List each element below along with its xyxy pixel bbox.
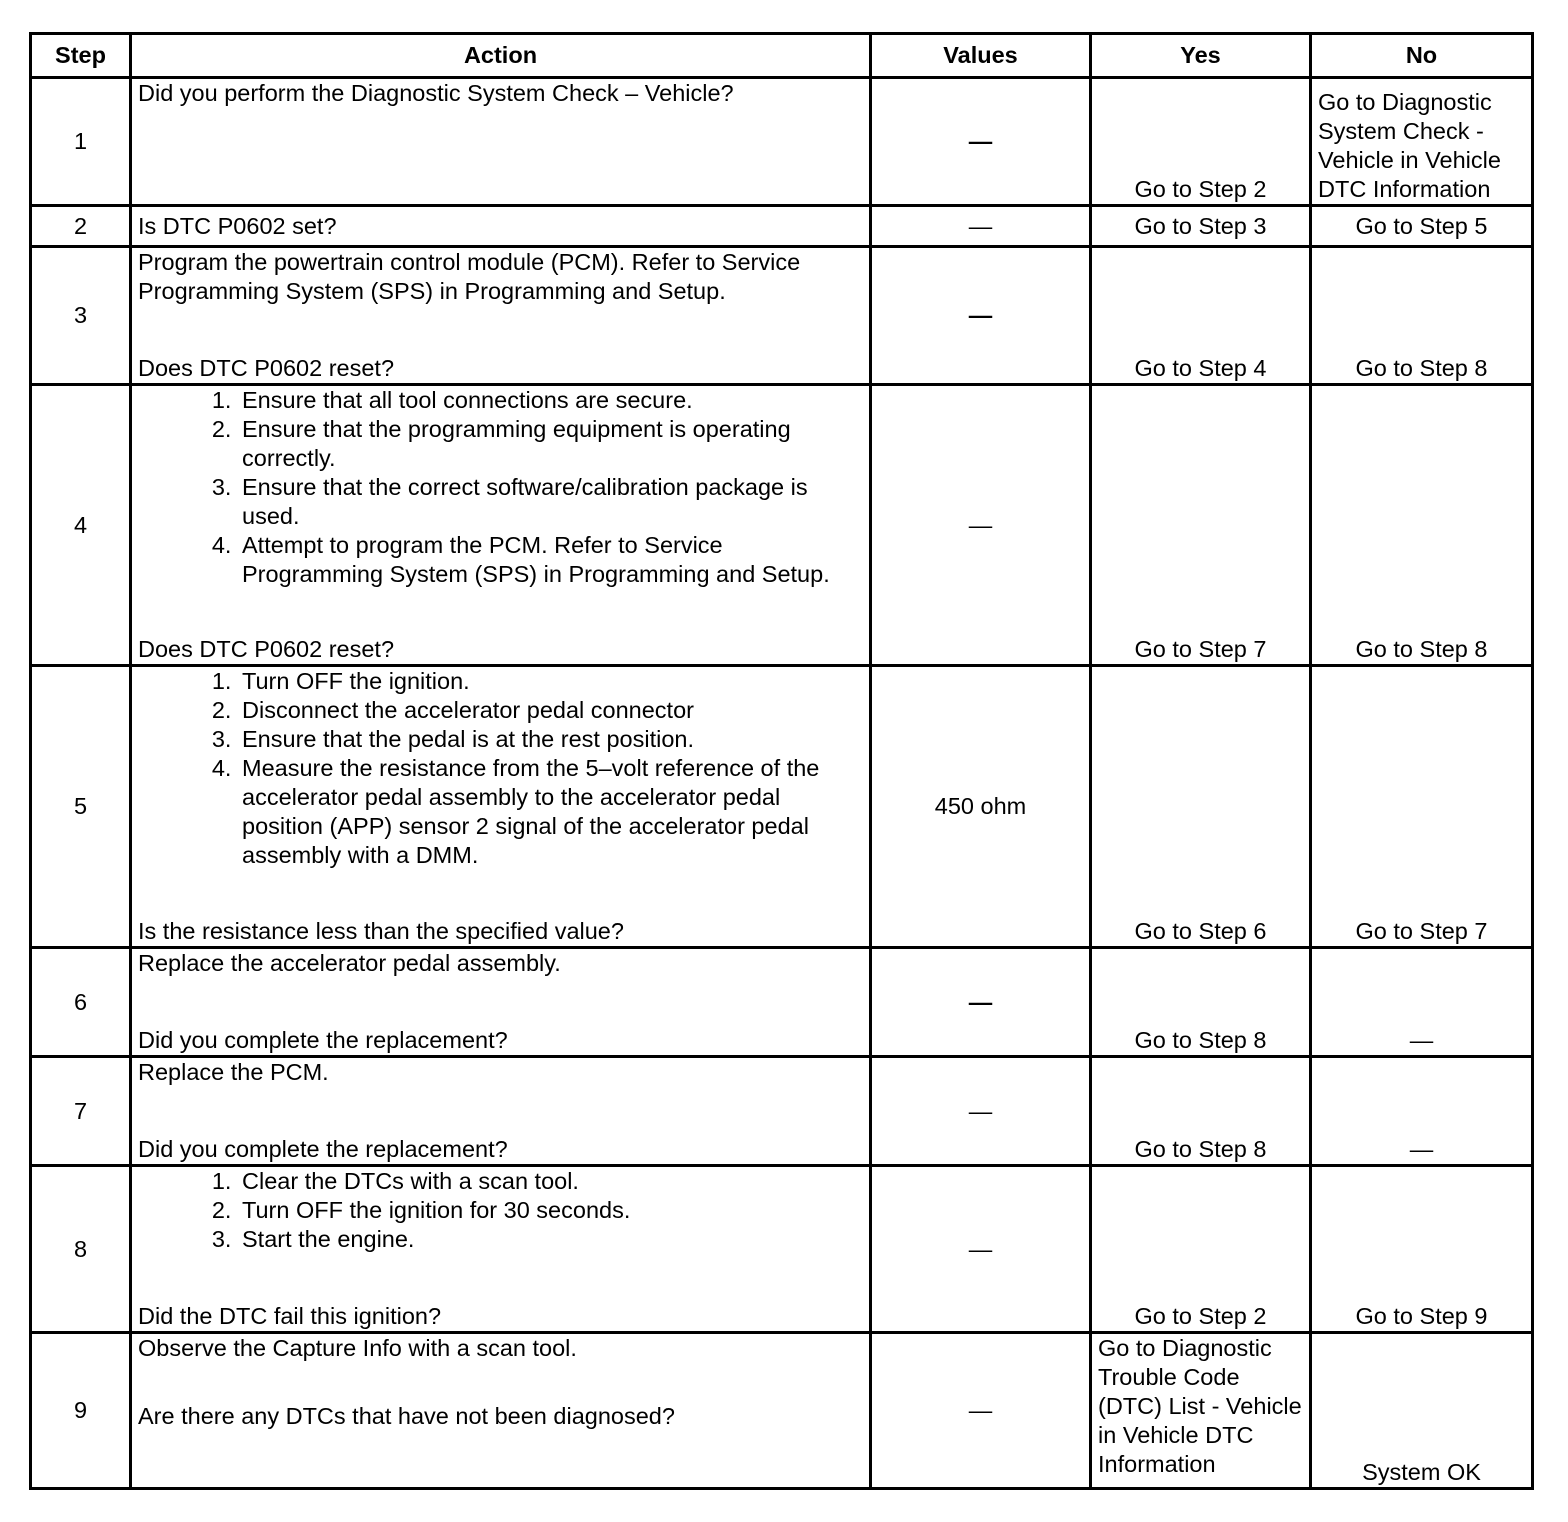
- action-intro: Program the powertrain control module (PCM). Refer to Service Programming System (SPS) in Programming and Setup.: [138, 249, 801, 304]
- step-number: 7: [31, 1057, 131, 1166]
- list-item: 1. Turn OFF the ignition.: [238, 667, 863, 696]
- list-item: 1. Clear the DTCs with a scan tool.: [238, 1167, 863, 1196]
- action-intro: Observe the Capture Info with a scan tool.: [138, 1335, 577, 1361]
- action-cell: [131, 1166, 871, 1333]
- action-question: Are there any DTCs that have not been diagnosed?: [138, 1403, 675, 1429]
- action-intro: Replace the PCM.: [138, 1059, 329, 1085]
- action-steps: [138, 386, 863, 589]
- values-cell: —: [871, 948, 1091, 1057]
- list-item: 1. Ensure that all tool connections are secure.: [238, 386, 863, 415]
- values-cell: —: [871, 385, 1091, 666]
- yes-cell: Go to Step 8: [1091, 948, 1311, 1057]
- yes-cell: Go to Diagnostic Trouble Code (DTC) List - Vehicle in Vehicle DTC Information: [1091, 1333, 1311, 1489]
- values-cell: 450 ohm: [871, 666, 1091, 948]
- values-cell: —: [871, 1057, 1091, 1166]
- values-cell: —: [871, 247, 1091, 385]
- no-cell: System OK: [1311, 1333, 1533, 1489]
- yes-cell: Go to Step 2: [1091, 1166, 1311, 1333]
- no-cell: Go to Step 9: [1311, 1166, 1533, 1333]
- list-item: 4. Measure the resistance from the 5–volt reference of the accelerator pedal assembly to the accelerator pedal position (APP) sensor 2 signal of the accelerator pedal assembly with a DMM.: [238, 754, 863, 870]
- values-cell: —: [871, 1166, 1091, 1333]
- no-cell: —: [1311, 948, 1533, 1057]
- yes-cell: Go to Step 7: [1091, 385, 1311, 666]
- list-item: 3. Ensure that the correct software/calibration package is used.: [238, 473, 863, 531]
- list-item: 2. Disconnect the accelerator pedal connector: [238, 696, 863, 725]
- yes-cell: Go to Step 8: [1091, 1057, 1311, 1166]
- action-question: Does DTC P0602 reset?: [138, 636, 395, 662]
- yes-cell: Go to Step 4: [1091, 247, 1311, 385]
- yes-cell: Go to Step 6: [1091, 666, 1311, 948]
- step-number: 3: [31, 247, 131, 385]
- step-number: 4: [31, 385, 131, 666]
- no-cell: Go to Step 8: [1311, 385, 1533, 666]
- list-item: 3. Ensure that the pedal is at the rest position.: [238, 725, 863, 754]
- table-row: [31, 247, 1533, 385]
- step-number: 9: [31, 1333, 131, 1489]
- table-row: [31, 385, 1533, 666]
- table-row: [31, 1333, 1533, 1489]
- table-row: [31, 666, 1533, 948]
- table-row: [31, 948, 1533, 1057]
- action-steps: [138, 667, 863, 870]
- no-cell: Go to Step 5: [1311, 206, 1533, 247]
- step-number: 5: [31, 666, 131, 948]
- action-cell: [131, 1057, 871, 1166]
- no-cell: Go to Diagnostic System Check - Vehicle in Vehicle DTC Information: [1311, 78, 1533, 206]
- table-row: [31, 1057, 1533, 1166]
- action-intro: Is DTC P0602 set?: [138, 212, 337, 239]
- list-item: 4. Attempt to program the PCM. Refer to Service Programming System (SPS) in Programming and Setup.: [238, 531, 863, 589]
- list-item: 2. Turn OFF the ignition for 30 seconds.: [238, 1196, 863, 1225]
- action-cell: [131, 206, 871, 247]
- action-cell: [131, 247, 871, 385]
- action-cell: [131, 385, 871, 666]
- values-cell: —: [871, 206, 1091, 247]
- header-yes: Yes: [1091, 34, 1311, 78]
- table-row: [31, 78, 1533, 206]
- step-number: 6: [31, 948, 131, 1057]
- action-question: Does DTC P0602 reset?: [138, 355, 395, 381]
- no-cell: Go to Step 7: [1311, 666, 1533, 948]
- table-row: [31, 1166, 1533, 1333]
- header-step: Step: [31, 34, 131, 78]
- action-question: Did the DTC fail this ignition?: [138, 1303, 442, 1329]
- header-no: No: [1311, 34, 1533, 78]
- no-cell: —: [1311, 1057, 1533, 1166]
- step-number: 8: [31, 1166, 131, 1333]
- action-steps: [138, 1167, 863, 1254]
- action-cell: [131, 948, 871, 1057]
- list-item: 3. Start the engine.: [238, 1225, 863, 1254]
- action-question: Is the resistance less than the specified value?: [138, 918, 624, 944]
- action-question: Did you complete the replacement?: [138, 1027, 508, 1053]
- yes-cell: Go to Step 3: [1091, 206, 1311, 247]
- action-cell: [131, 666, 871, 948]
- yes-cell: Go to Step 2: [1091, 78, 1311, 206]
- list-item: 2. Ensure that the programming equipment is operating correctly.: [238, 415, 863, 473]
- no-cell: Go to Step 8: [1311, 247, 1533, 385]
- header-action: Action: [131, 34, 871, 78]
- action-intro: Did you perform the Diagnostic System Check – Vehicle?: [138, 80, 734, 106]
- action-cell: [131, 78, 871, 206]
- action-intro: Replace the accelerator pedal assembly.: [138, 950, 561, 976]
- values-cell: —: [871, 78, 1091, 206]
- header-row: [31, 34, 1533, 78]
- action-question: Did you complete the replacement?: [138, 1136, 508, 1162]
- action-cell: [131, 1333, 871, 1489]
- values-cell: —: [871, 1333, 1091, 1489]
- table-row: [31, 206, 1533, 247]
- step-number: 2: [31, 206, 131, 247]
- step-number: 1: [31, 78, 131, 206]
- diagnostic-table: [29, 32, 1534, 1490]
- header-values: Values: [871, 34, 1091, 78]
